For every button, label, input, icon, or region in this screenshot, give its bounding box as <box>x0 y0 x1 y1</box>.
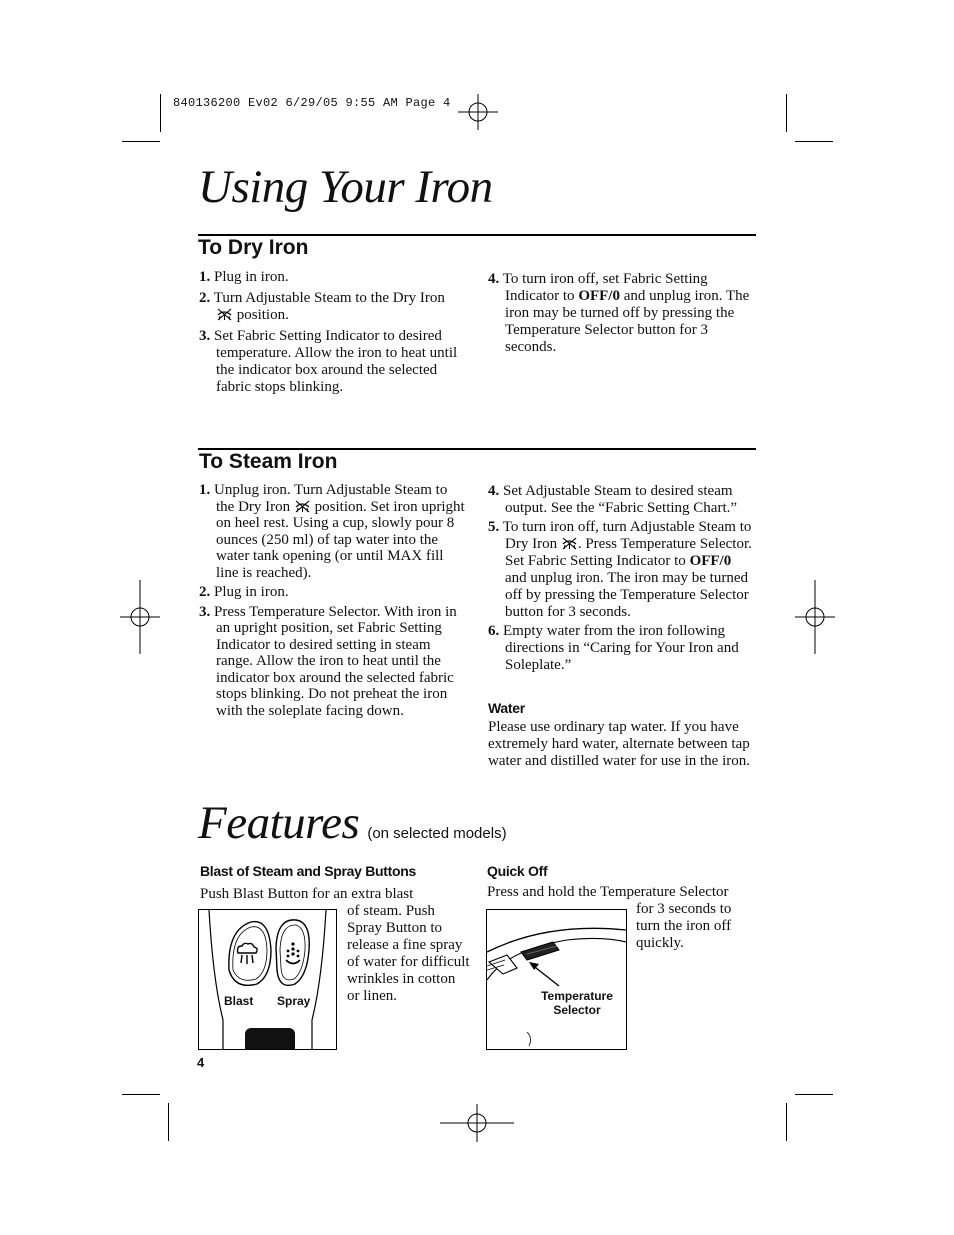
dry-step-3: 3. Set Fabric Setting Indicator to desired temperature. Allow the iron to heat until the indicator box around the selected fabric stops blinking. <box>199 328 458 395</box>
quick-off-illustration <box>486 909 627 1050</box>
dry-step-1: 1. Plug in iron. <box>199 269 289 285</box>
steam-step-6: 6. Empty water from the iron following directions in “Caring for Your Iron and Soleplate.” <box>488 623 739 673</box>
page-number: 4 <box>197 1055 205 1070</box>
page-title: Using Your Iron <box>198 161 493 213</box>
steam-iron-col-right <box>488 483 756 678</box>
registration-mark-bottom <box>440 1104 514 1142</box>
blast-button-label: Blast <box>224 994 254 1008</box>
steam-step-1: 1. Unplug iron. Turn Adjustable Steam to the Dry Iron position. Set iron upright on heel rest. Using a cup, slowly pour 8 ounces (250 ml) of tap water into the water tank opening (or until MAX fill line is reached). <box>199 482 465 581</box>
steam-step-3: 3. Press Temperature Selector. With iron in an upright position, set Fabric Setting Indicator to desired setting in steam range. Allow the iron to heat until the indicator box around the selected fabric stops blinking. Do not preheat the iron with the soleplate facing down. <box>199 603 457 719</box>
dry-step-4: 4. To turn iron off, set Fabric Setting Indicator to OFF/0 and unplug iron. The iron may be turned off by pressing the Temperature Selector button for 3 seconds. <box>488 271 750 355</box>
features-title: Features <box>198 797 360 849</box>
quick-off-text-wrap: for 3 seconds to turn the iron off quickly. <box>636 901 732 951</box>
registration-mark-right <box>795 580 835 654</box>
quick-off-heading: Quick Off <box>487 863 548 879</box>
dry-iron-heading: To Dry Iron <box>198 236 309 259</box>
dry-iron-col-left <box>199 269 461 400</box>
temperature-selector-label-line1: Temperature <box>541 989 613 1003</box>
dry-iron-symbol-icon <box>216 307 233 321</box>
dry-iron-symbol-icon <box>294 499 311 513</box>
temperature-selector-label <box>537 989 617 1017</box>
printer-slug: 840136200 Ev02 6/29/05 9:55 AM Page 4 <box>173 96 451 110</box>
steam-iron-col-left <box>199 482 469 723</box>
registration-mark-left <box>120 580 160 654</box>
spray-button-label: Spray <box>277 994 311 1008</box>
temperature-selector-label-line2: Selector <box>553 1003 601 1017</box>
blast-steam-icon <box>234 941 260 967</box>
steam-step-5: 5. To turn iron off, turn Adjustable Steam to Dry Iron . Press Temperature Selector. Set Fabric Setting Indicator to OFF/0 and unplug iron. The iron may be turned off by pressing the Temperature Selector button for 3 seconds. <box>488 519 752 620</box>
steam-iron-heading: To Steam Iron <box>199 450 338 473</box>
steam-step-4: 4. Set Adjustable Steam to desired steam output. See the “Fabric Setting Chart.” <box>488 483 738 516</box>
blast-spray-heading: Blast of Steam and Spray Buttons <box>200 863 416 879</box>
dry-step-2: 2. Turn Adjustable Steam to the Dry Iron position. <box>199 290 445 323</box>
registration-mark-top <box>458 94 498 130</box>
features-title-row <box>198 796 507 850</box>
water-heading: Water <box>488 700 525 716</box>
spray-icon <box>282 941 304 967</box>
blast-spray-text-line1: Push Blast Button for an extra blast <box>200 886 414 902</box>
features-subtitle: (on selected models) <box>367 825 507 842</box>
quick-off-text-line1: Press and hold the Temperature Selector <box>487 884 729 900</box>
steam-step-2: 2. Plug in iron. <box>199 584 289 600</box>
water-text: Please use ordinary tap water. If you have extremely hard water, alternate between tap water and distilled water for use in the iron. <box>488 719 751 769</box>
blast-spray-text-wrap: of steam. Push Spray Button to release a fine spray of water for difficult wrinkles in cotton or linen. <box>347 903 470 1004</box>
dry-iron-symbol-icon <box>561 536 578 550</box>
blast-spray-illustration <box>198 909 337 1050</box>
dry-iron-col-right <box>488 271 756 360</box>
